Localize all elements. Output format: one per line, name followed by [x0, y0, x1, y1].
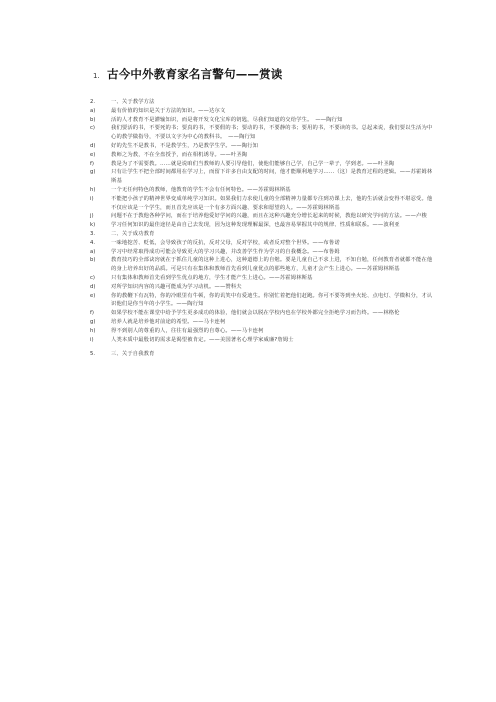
list-marker: a) [90, 107, 96, 114]
list-item [90, 230, 435, 239]
list-text: 一个无任何特色的教师，他教育的学生不会有任何特色。——苏霍姆林斯基 [111, 186, 291, 193]
list-marker: f) [90, 160, 94, 167]
list-text: 教是为了不需要教。……就是说咱们当教师的人要引导他们，使他们能够自己学，自己学一辈子，学到老。——叶圣陶 [111, 160, 395, 167]
list-item [90, 248, 435, 257]
list-text: 一、关于教学方法 [111, 99, 155, 105]
list-marker: f) [90, 310, 94, 317]
list-marker: h) [90, 186, 96, 193]
list-text: 只有让学生不把全部时间都用在学习上，而留下许多自由支配的时间，他才能顺利地学习……（这）是教育过程的逻辑。——苏霍姆林斯基 [111, 169, 433, 185]
list-item [90, 309, 435, 318]
list-item [90, 186, 435, 195]
title-number: 1. [93, 72, 100, 80]
list-item [90, 239, 435, 248]
list-item [90, 256, 435, 274]
list-marker: b) [90, 257, 96, 264]
list-marker: 2. [90, 99, 96, 105]
list-text: 二、关于成功教育 [111, 230, 155, 237]
list-text: 学习中经常取得成功可能会导致更大的学习兴趣，并改善学生作为学习的自我概念。——布鲁姆 [111, 248, 340, 255]
list-item [90, 195, 435, 213]
list-item [90, 274, 435, 283]
list-item [90, 327, 435, 336]
quote-list [90, 98, 435, 359]
list-marker: k) [90, 222, 96, 229]
list-marker: j) [90, 213, 94, 220]
list-item [90, 160, 435, 169]
list-marker: 4. [90, 239, 96, 246]
list-marker: 3. [90, 230, 96, 237]
list-text: 培养人就是培养他对前途的希望。——马卡连柯 [111, 318, 226, 325]
list-text: 教师之为教，不在全盘授予，而在相机诱导。——叶圣陶 [111, 151, 248, 158]
list-text: 只有集体和教师首先看到学生优点的地方，学生才能产生上进心。——苏霍姆林斯基 [111, 274, 313, 281]
list-item [90, 336, 435, 345]
list-marker: c) [90, 274, 95, 281]
list-text: 如果学校不能在课堂中给予学生更多成功的体验，他们就会以脱在学校内也在学校外都完全拒绝学习而告终。——林格伦 [111, 310, 400, 317]
list-text: 你的教鞭下有瓦特，你的冷眼里有牛顿，你的讥笑中有爱迪生。你别忙着把他们赶跑。你可不要等到坐火轮、点电灯、学微积分，才认识他们是你当年的小学生。——陶行知 [111, 292, 433, 308]
list-item [90, 318, 435, 327]
list-item [90, 212, 435, 221]
list-marker: d) [90, 142, 96, 149]
list-marker: a) [90, 248, 96, 255]
list-marker: e) [90, 292, 96, 299]
list-text: 三、关于自我教育 [111, 351, 155, 358]
list-item [90, 124, 435, 142]
list-text: 我们要活的书，不要死的书；要真的书，不要假的书；要动的书，不要静的书；要用的书，不要读的书。总起来说，我们要以生活为中心的教学做指导，不要以文字为中心的教科书。 ——陶行知 [111, 125, 433, 141]
list-text: 教育技巧的全部诀窍就在于抓住儿童的这种上进心，这种道德上的自勉。要是儿童自己不求上进，不知自勉，任何教育者就都不能在他的身上培养出好的品质。可是只有在集体和教师首先看到儿童优点的那些地方，儿童才会产生上进心。——苏霍姆林斯基 [111, 257, 433, 273]
list-marker: e) [90, 151, 96, 158]
list-item [90, 142, 435, 151]
list-marker: b) [90, 116, 96, 123]
list-marker: g) [90, 318, 96, 325]
list-item [90, 168, 435, 186]
list-marker: 5. [90, 351, 96, 358]
list-text: 学习任何知识的最佳途径是由自己去发现，因为这种发现理解最深，也最容易掌握其中的规律、性质和联系。——波利亚 [111, 222, 400, 229]
list-item [90, 292, 435, 310]
list-item [90, 221, 435, 230]
list-text: 不能把小孩子的精神世界变成单纯学习知识。如果我们力求使儿童的全部精神力量都专注到功课上去，他的生活就会变得不堪忍受。他不仅应该是一个学生，而且首先应该是一个有多方面兴趣、要求和愿望的人。——苏霍姆林斯基 [111, 195, 433, 211]
list-marker: g) [90, 169, 96, 176]
list-item [90, 350, 435, 359]
list-item [90, 151, 435, 160]
document-title [93, 66, 283, 82]
list-text: 人类本质中最殷切的需求是渴望被肯定。——美国著名心理学家威廉?詹姆士 [111, 336, 294, 343]
list-marker: c) [90, 125, 95, 132]
list-item [90, 107, 435, 116]
list-marker: h) [90, 327, 96, 334]
list-text: 得不到别人的尊重的人，往往有最强烈的自尊心。——马卡连柯 [111, 327, 264, 334]
list-text: 最有价值的知识是关于方法的知识。——达尔文 [111, 107, 226, 114]
list-marker: i) [90, 195, 94, 202]
list-text: 一味地挖苦、贬低，会导致孩子的反抗，反对父母，反对学校，或者反对整个世界。——布鲁诺 [111, 239, 340, 246]
title-text: 古今中外教育家名言警句——赏读 [107, 67, 283, 81]
list-item [90, 283, 435, 292]
list-text: 好的先生不是教书，不是教学生，乃是教学生学。——陶行知 [111, 142, 259, 149]
list-marker: i) [90, 336, 94, 343]
list-text: 问题不在于教他各种学问，而在于培养他爱好学问的兴趣，而且在这种兴趣充分增长起来的时候，教他以研究学问的方法。——卢梭 [111, 213, 427, 220]
list-text: 活的人才教育不是灌输知识，而是将开发文化宝库的钥匙，尽我们知道的交给学生。 ——陶行知 [111, 116, 343, 123]
list-item [90, 98, 435, 107]
list-item [90, 116, 435, 125]
list-text: 对所学知识内容的兴趣可能成为学习动机。——赞科夫 [111, 283, 242, 290]
list-marker: d) [90, 283, 96, 290]
